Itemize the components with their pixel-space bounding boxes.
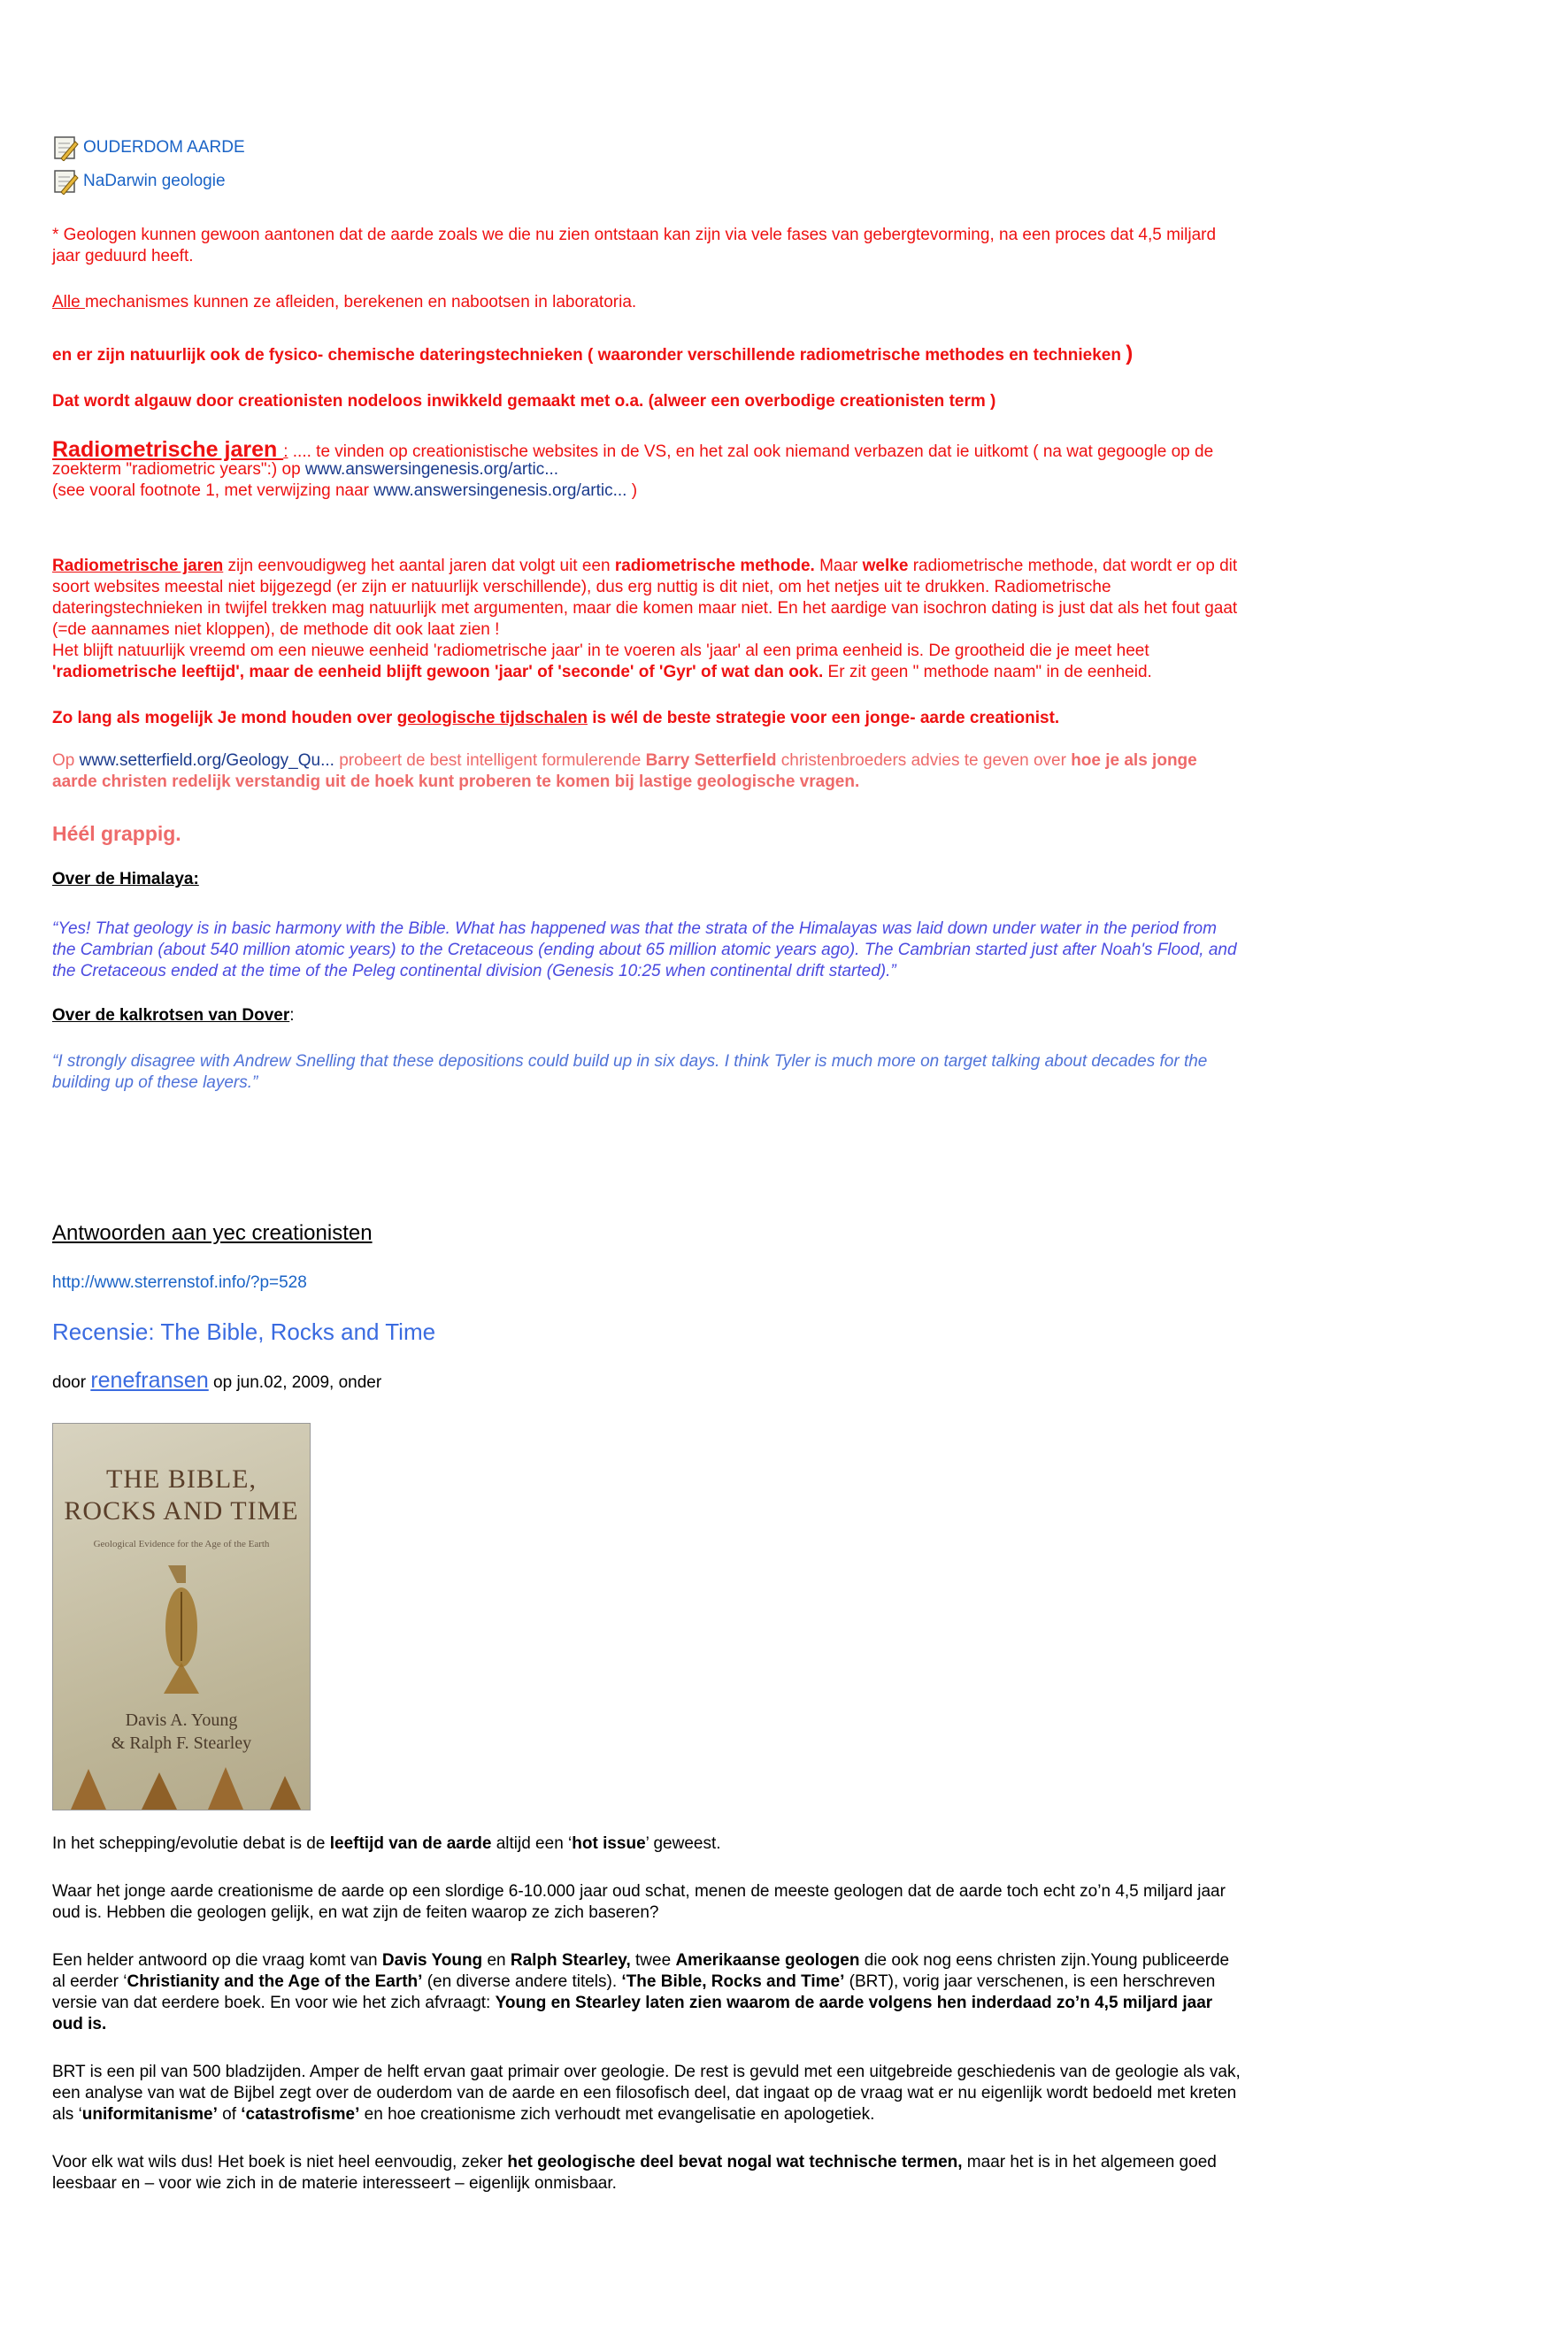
book-title-line1: THE BIBLE, <box>106 1464 257 1494</box>
heel-grappig: Héél grappig. <box>52 822 181 845</box>
paragraph-strategy: Zo lang als mogelijk Je mond houden over geologische tijdschalen is wél de beste strategie voor een jonge- aarde creationist. <box>52 709 1060 727</box>
review-paragraph-3: Een helder antwoord op die vraag komt van Davis Young en Ralph Stearley, twee Amerikaanse geologen die ook nog eens christen zijn.Young publiceerde al eerder ‘Christianity and the Age of the Earth’ (en diverse andere titels). ‘The Bible, Rocks and Time’ (BRT), vorig jaar verschenen, is een herschreven versie van dat eerdere boek. En voor wie het zich afvraagt: Young en Stearley laten zien waarom de aarde volgens hen inderdaad zo’n 4,5 miljard jaar oud is. <box>52 1951 1230 2033</box>
heading-antwoorden: Antwoorden aan yec creationisten <box>52 1221 373 1245</box>
book-author2: & Ralph F. Stearley <box>111 1733 252 1753</box>
book-title-line2: ROCKS AND TIME <box>64 1496 299 1526</box>
fossil-fish-icon <box>142 1565 221 1698</box>
book-cover-image <box>52 1423 311 1810</box>
paragraph-dating-techniques: en er zijn natuurlijk ook de fysico- chemische dateringstechnieken ( waaronder verschillende radiometrische methodes en technieken ) <box>52 342 1134 365</box>
paragraph-intro: * Geologen kunnen gewoon aantonen dat de aarde zoals we die nu zien ontstaan kan zijn via vele fases van gebergtevorming, na een proces dat 4,5 miljard jaar geduurd heeft. <box>52 226 1217 265</box>
review-paragraph-5: Voor elk wat wils dus! Het boek is niet heel eenvoudig, zeker het geologische deel bevat nogal wat technische termen, maar het is in het algemeen goed leesbaar en – voor wie zich in de materie interesseert – eigenlijk onmisbaar. <box>52 2153 1217 2193</box>
nav-link-label[interactable]: OUDERDOM AARDE <box>83 138 245 157</box>
setterfield-link[interactable]: www.setterfield.org/Geology_Qu... <box>79 751 334 770</box>
fossil-fish-row-icon <box>53 1760 310 1810</box>
quote-himalaya: “Yes! That geology is in basic harmony with the Bible. What has happened was that the strata of the Himalayas was laid down under water in the period from the Cambrian (about 540 million atomic years) to the Cretaceous (ending about 65 million atomic years ago). The Cambrian started just after Noah's Flood, and the Cretaceous ended at the time of the Peleg continental division (Genesis 10:25 when continental drift started).” <box>52 919 1237 980</box>
paragraph-radiometric-explanation: Radiometrische jaren zijn eenvoudigweg het aantal jaren dat volgt uit een radiometrische methode. Maar welke radiometrische methode, dat wordt er op dit soort websites meestal niet bijgezegd (er zijn er natuurlijk verschillende), dus erg nuttig is dit niet, om het netjes uit te drukken. Radiometrische dateringstechnieken in twijfel trekken mag natuurlijk met argumenten, maar die komen maar niet. En het aardige van isochron dating is just dat als het fout gaat (=de aannames niet kloppen), de methode dit ook laat zien ! Het blijft natuurlijk vreemd om een nieuwe eenheid 'radiometrische jaar' in te voeren als 'jaar' al een prima eenheid is. De grootheid die je meet heet 'radiometrische leeftijd', maar de eenheid blijft gewoon 'jaar' of 'seconde' of 'Gyr' of wat dan ook. Er zit geen " methode naam" in de eenheid. <box>52 557 1238 681</box>
review-paragraph-2: Waar het jonge aarde creationisme de aarde op een slordige 6-10.000 jaar oud schat, menen de meeste geologen dat de aarde toch echt zo’n 4,5 miljard jaar oud is. Hebben die geologen gelijk, en wat zijn de feiten waarop ze zich baseren? <box>52 1882 1226 1922</box>
answersingenesis-link[interactable]: www.answersingenesis.org/artic... <box>304 460 559 479</box>
review-title[interactable]: Recensie: The Bible, Rocks and Time <box>52 1318 436 1345</box>
byline: door renefransen op jun.02, 2009, onder <box>52 1368 382 1393</box>
heading-himalaya: Over de Himalaya: <box>52 870 199 888</box>
answersingenesis-link-footnote[interactable]: www.answersingenesis.org/artic... <box>373 481 627 500</box>
nav-link-ouderdom-aarde[interactable] <box>52 135 1362 161</box>
review-paragraph-4: BRT is een pil van 500 bladzijden. Amper de helft ervan gaat primair over geologie. De rest is gevuld met een uitgebreide geschiedenis van de geologie als vak, een analyse van wat de Bijbel zegt over de ouderdom van de aarde en een filosofisch deel, dat ingaat op de vraag wat er nu eigenlijk wordt bedoeld met kreten als ‘uniformitanisme’ of ‘catastrofisme’ en hoe creationisme zich verhoudt met evangelisatie en apologetiek. <box>52 2063 1241 2124</box>
quote-dover: “I strongly disagree with Andrew Snelling that these depositions could build up in six days. I think Tyler is much more on target talking about decades for the building up of these layers.” <box>52 1052 1208 1092</box>
paragraph-radiometric-years: Radiometrische jaren : .... te vinden op creationistische websites in de VS, en het zal ook niemand verbazen dat ie uitkomt ( na wat gegoogle op de zoekterm "radiometric years":) op www.answersingenesis.org/artic... (see vooral footnote 1, met verwijzing naar www.answersingenesis.org/artic... ) <box>52 437 1214 500</box>
paragraph-setterfield: Op www.setterfield.org/Geology_Qu... probeert de best intelligent formulerende Barry Setterfield christenbroeders advies te geven over hoe je als jonge aarde christen redelijk verstandig uit de hoek kunt proberen te komen bij lastige geologische vragen. <box>52 751 1197 791</box>
sterrenstof-url-link[interactable]: http://www.sterrenstof.info/?p=528 <box>52 1273 307 1292</box>
review-paragraph-1: In het schepping/evolutie debat is de leeftijd van de aarde altijd een ‘hot issue’ geweest. <box>52 1834 721 1853</box>
document-pencil-icon <box>52 135 79 161</box>
document-pencil-icon <box>52 168 79 195</box>
author-link[interactable]: renefransen <box>90 1368 209 1393</box>
paragraph-mechanisms: Alle mechanismes kunnen ze afleiden, berekenen en nabootsen in laboratoria. <box>52 293 637 311</box>
heading-dover: Over de kalkrotsen van Dover: <box>52 1006 295 1025</box>
nav-link-label[interactable]: NaDarwin geologie <box>83 172 226 190</box>
book-subtitle: Geological Evidence for the Age of the Earth <box>93 1539 270 1549</box>
paragraph-creationists: Dat wordt algauw door creationisten nodeloos inwikkeld gemaakt met o.a. (alweer een overbodige creationisten term ) <box>52 392 996 411</box>
nav-link-nadarwin-geologie[interactable] <box>52 168 1362 195</box>
term-radiometrische-jaren: Radiometrische jaren <box>52 437 284 462</box>
book-author1: Davis A. Young <box>125 1710 238 1730</box>
